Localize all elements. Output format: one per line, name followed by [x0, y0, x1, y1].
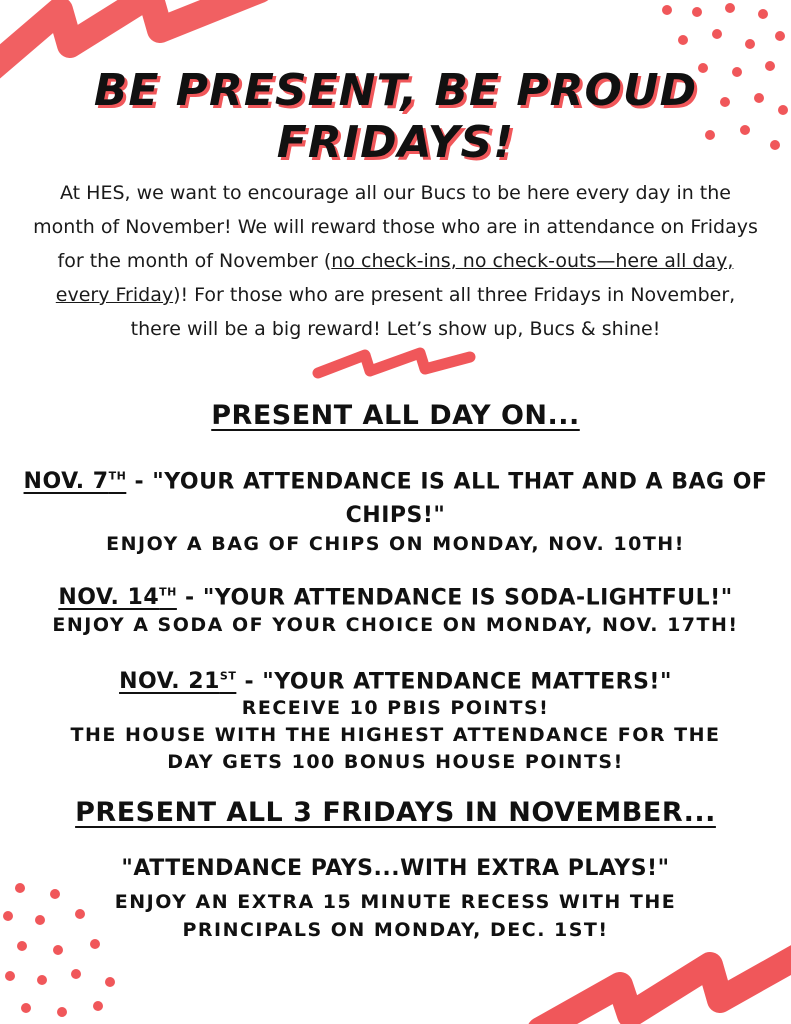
intro-text-before: At HES, we want to encourage all our Bucs to be here every day in the month of November! We will reward those who are in attendance on Fridays for the month of November (: [33, 182, 758, 272]
event-title-nov-21: NOV. 21ST - "YOUR ATTENDANCE MATTERS!": [119, 669, 672, 695]
brush-stroke-bottom-right: [500, 930, 791, 1024]
event-title-nov-14: NOV. 14TH - "YOUR ATTENDANCE IS SODA-LIGHTFUL!": [58, 585, 733, 611]
event-reward-nov-21-line1: RECEIVE 10 PBIS POINTS!: [241, 697, 550, 719]
event-date: NOV. 21ST: [119, 669, 237, 695]
big-reward-line1: ENJOY AN EXTRA 15 MINUTE RECESS WITH THE: [114, 891, 677, 913]
big-reward-title: "ATTENDANCE PAYS...WITH EXTRA PLAYS!": [121, 856, 670, 881]
brush-stroke-divider: [310, 345, 480, 385]
event-date: NOV. 14TH: [58, 585, 177, 611]
event-reward-nov-21-line2: THE HOUSE WITH THE HIGHEST ATTENDANCE FOR THE: [70, 724, 721, 746]
section-heading-present-all-day: PRESENT ALL DAY ON...: [211, 400, 580, 431]
intro-text-after: )! For those who are present all three Fridays in November, there will be a big reward! Let’s show up, Bucs & shine!: [130, 284, 736, 340]
page-title-line2: FRIDAYS!: [276, 117, 515, 168]
event-reward-nov-7: ENJOY A BAG OF CHIPS ON MONDAY, NOV. 10TH!: [106, 533, 685, 555]
intro-paragraph: [30, 176, 761, 346]
big-reward-line2: PRINCIPALS ON MONDAY, DEC. 1ST!: [182, 919, 609, 941]
event-date: NOV. 7TH: [23, 469, 127, 495]
event-reward-nov-21-line3: DAY GETS 100 BONUS HOUSE POINTS!: [167, 751, 624, 773]
event-title-nov-7: NOV. 7TH - "YOUR ATTENDANCE IS ALL THAT AND A BAG OF CHIPS!": [23, 469, 768, 529]
page-title-line1: BE PRESENT, BE PROUD: [93, 65, 698, 116]
event-reward-nov-14: ENJOY A SODA OF YOUR CHOICE ON MONDAY, NOV. 17TH!: [52, 614, 739, 636]
intro-underlined: no check-ins, no check-outs—here all day, every Friday: [55, 250, 734, 306]
section-heading-all-3-fridays: PRESENT ALL 3 FRIDAYS IN NOVEMBER...: [75, 797, 716, 828]
